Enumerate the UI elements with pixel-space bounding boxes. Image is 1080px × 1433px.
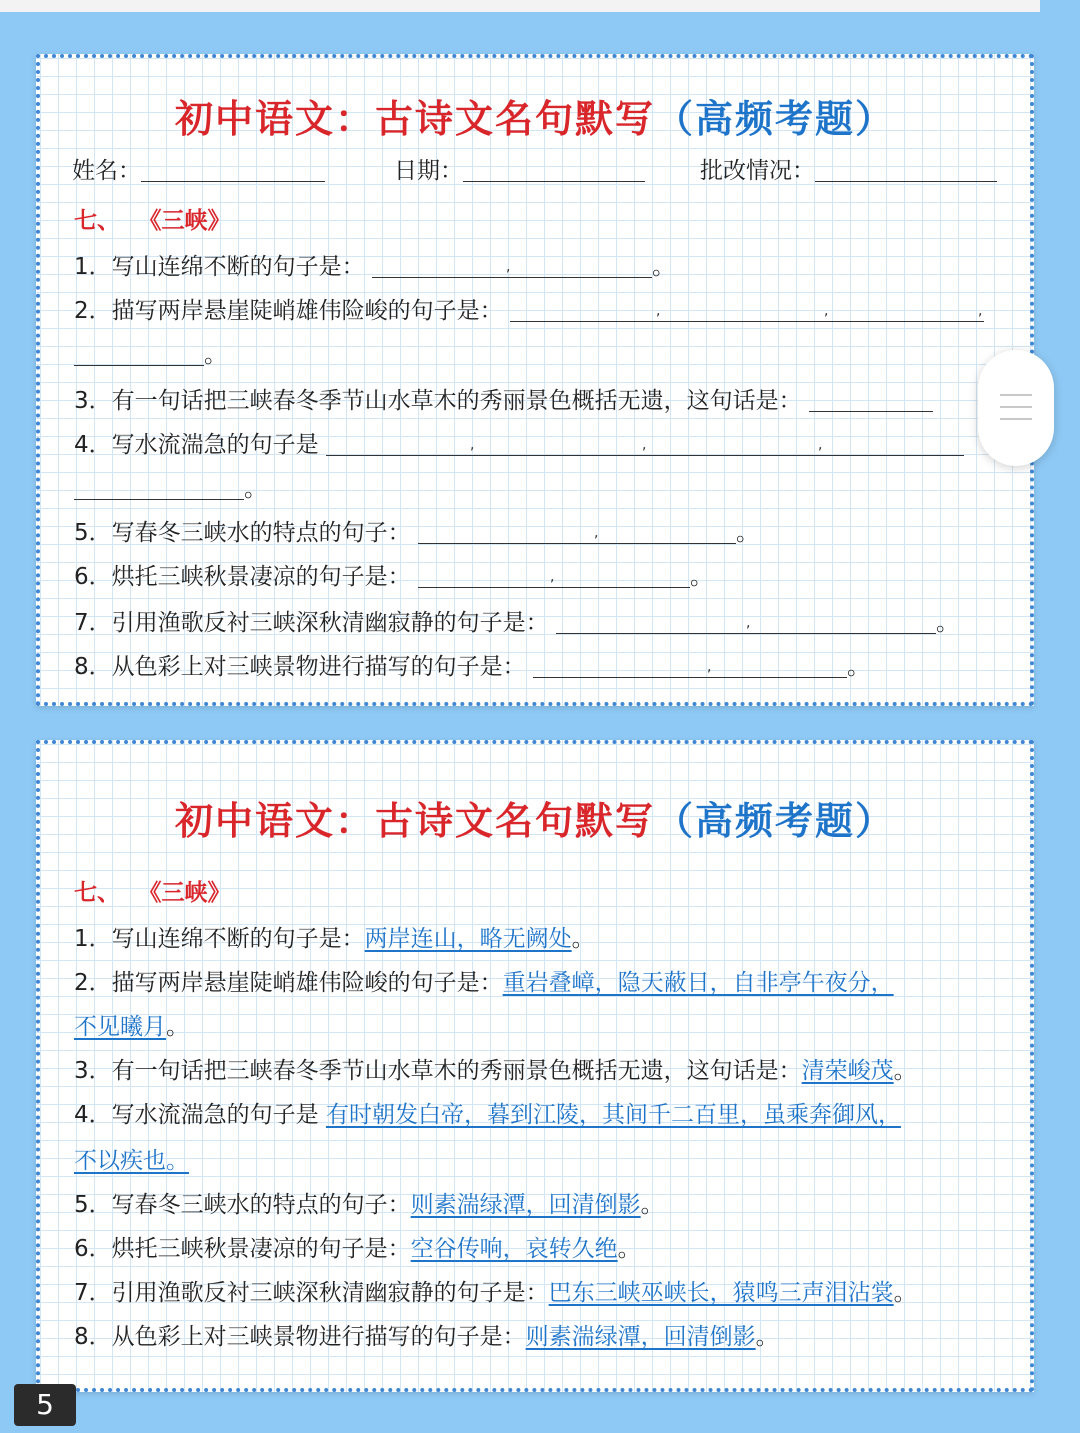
date-field[interactable]: 日期： [394, 152, 645, 185]
section-heading: 七、 《三峡》 [74, 207, 231, 234]
answer-7: 7．引用渔歌反衬三峡深秋清幽寂静的句子是：巴东三峡巫峡长，猿鸣三声泪沾裳。 [74, 1280, 917, 1306]
question-2: 2．描写两岸悬崖陡峭雄伟险峻的句子是： ,,, [74, 292, 984, 325]
answer-8: 8．从色彩上对三峡景物进行描写的句子是：则素湍绿潭，回清倒影。 [74, 1324, 779, 1350]
handle-grip-line [1000, 418, 1032, 420]
question-3: 3．有一句话把三峡春冬季节山水草木的秀丽景色概括无遗，这句话是： [74, 382, 933, 415]
handle-grip-line [1000, 394, 1032, 396]
name-field[interactable]: 姓名： [72, 152, 325, 185]
answer-3: 3．有一句话把三峡春冬季节山水草木的秀丽景色概括无遗，这句话是：清荣峻茂。 [74, 1058, 917, 1084]
answer-1: 1．写山连绵不断的句子是：两岸连山，略无阙处。 [74, 926, 595, 952]
answer-5: 5．写春冬三峡水的特点的句子：则素湍绿潭，回清倒影。 [74, 1192, 664, 1218]
worksheet-answers [36, 740, 1034, 1392]
page-number-badge: 5 [14, 1384, 76, 1426]
worksheet-title: 初中语文：古诗文名句默写（高频考题） [174, 96, 896, 141]
question-8: 8．从色彩上对三峡景物进行描写的句子是： , 。 [74, 648, 870, 681]
question-6: 6．烘托三峡秋景凄凉的句子是： , 。 [74, 558, 713, 591]
question-2-cont: 。 [74, 336, 227, 369]
grading-field[interactable]: 批改情况： [700, 152, 997, 185]
answer-2: 2．描写两岸悬崖陡峭雄伟险峻的句子是：重岩叠嶂，隐天蔽日，自非亭午夜分， [74, 970, 894, 996]
question-5: 5．写春冬三峡水的特点的句子： , 。 [74, 514, 759, 547]
answers-section-heading: 七、 《三峡》 [74, 879, 231, 906]
answers-title: 初中语文：古诗文名句默写（高频考题） [174, 798, 896, 843]
question-1: 1．写山连绵不断的句子是： , 。 [74, 248, 675, 281]
answer-6: 6．烘托三峡秋景凄凉的句子是：空谷传响，哀转久绝。 [74, 1236, 641, 1262]
answer-4: 4．写水流湍急的句子是 有时朝发白帝，暮到江陵，其间千二百里，虽乘奔御风， [74, 1102, 901, 1128]
question-4: 4．写水流湍急的句子是 ,,, [74, 426, 964, 459]
handle-grip-line [1000, 406, 1032, 408]
top-strip [0, 0, 1080, 12]
question-4-cont: 。 [74, 470, 267, 503]
worksheet-blank [36, 54, 1034, 706]
scroll-handle[interactable] [978, 350, 1054, 466]
answer-2-cont: 不见曦月。 [74, 1014, 189, 1040]
question-7: 7．引用渔歌反衬三峡深秋清幽寂静的句子是： , 。 [74, 604, 959, 637]
answer-4-cont: 不以疾也。 [74, 1148, 189, 1174]
